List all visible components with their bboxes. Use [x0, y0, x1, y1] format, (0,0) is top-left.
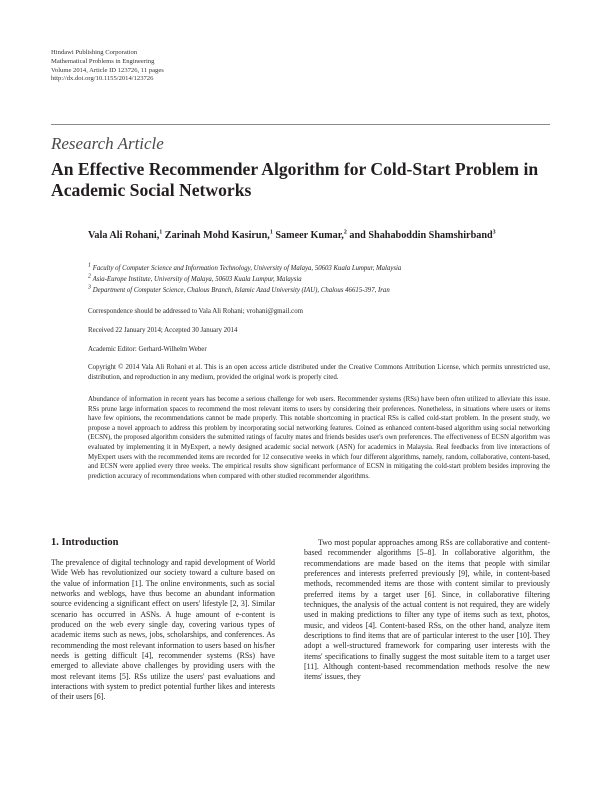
- section-heading-introduction: 1. Introduction: [51, 537, 119, 548]
- copyright-notice: Copyright © 2014 Vala Ali Rohani et al. This is an open access article distributed under the Creative Commons Attribution License, which permits unrestricted use, distribution, and reproduction in any medium, provided the original work is properly cited.: [88, 364, 550, 381]
- author-list: [88, 229, 528, 243]
- author-name: Sameer Kumar,: [272, 230, 344, 241]
- author-name: Zarinah Mohd Kasirun,: [162, 230, 270, 241]
- author-affiliation-mark: 1: [269, 229, 273, 236]
- article-type-label: Research Article: [51, 134, 164, 153]
- abstract: Abundance of information in recent years has become a serious challenge for web users. Recommender systems (RSs) have been often utilized to alleviate this issue. RSs prune large information spaces to recommend the most relevant items to users by considering their preferences. Nonetheless, in situations where users or items have few opinions, the recommendations cannot be made properly. This notable shortcoming in practical RSs is called cold-start problem. In the present study, we propose a novel approach to address this problem by incorporating social networking features. Coined as enhanced content-based algorithm using social networking (ECSN), the proposed algorithm considers the submitted ratings of faculty mates and friends besides user's own preferences. The effectiveness of ECSN algorithm was evaluated by implementing it in MyExpert, a newly designed academic social network (ASN) for academics in Malaysia. Real feedbacks from live interactions of MyExpert users with the recommended items are recorded for 12 consecutive weeks in which four different algorithms, namely, random, collaborative, content-based, and ECSN were applied every three weeks. The empirical results show significant performance of ECSN in mitigating the cold-start problem besides improving the prediction accuracy of recommendations when compared with other studied recommender algorithms.: [88, 396, 550, 480]
- affiliation-mark: 2: [88, 273, 91, 280]
- affiliation-mark: 1: [88, 262, 91, 269]
- left-column: [51, 558, 275, 703]
- affiliation-text: Department of Computer Science, Chalous Branch, Islamic Azad University (IAU), Chalous 46615-397, Iran: [91, 287, 390, 294]
- correspondence: Correspondence should be addressed to Vala Ali Rohani; vrohani@gmail.com: [88, 308, 303, 315]
- author-affiliation-mark: 3: [492, 229, 496, 236]
- affiliation-mark: 3: [88, 284, 91, 291]
- affiliation-2: [88, 275, 302, 284]
- volume-info: Volume 2014, Article ID 123726, 11 pages: [51, 66, 164, 74]
- publisher: Hindawi Publishing Corporation: [51, 49, 138, 56]
- journal-header: [51, 49, 164, 84]
- right-column: [304, 538, 550, 683]
- affiliation-text: Faculty of Computer Science and Information Technology, University of Malaya, 50603 Kuala Lumpur, Malaysia: [91, 265, 402, 272]
- doi-link[interactable]: http://dx.doi.org/10.1155/2014/123726: [51, 75, 154, 83]
- article-title: An Effective Recommender Algorithm for Cold-Start Problem in Academic Social Networks: [51, 159, 539, 200]
- affiliation-text: Asia-Europe Institute, University of Malaya, 50603 Kuala Lumpur, Malaysia: [91, 276, 302, 283]
- affiliation-1: [88, 264, 401, 273]
- affiliation-3: [88, 286, 390, 295]
- paragraph: Two most popular approaches among RSs are collaborative and content-based recommender algorithms [5–8]. In collaborative algorithm, the recommendations are made based on the items that people with similar preferences and interests preferred previously [9], while, in content-based methods, recommended items are those with content similar to previously preferred items by a target user [6]. Since, in collaborative filtering techniques, the analysis of the actual content is not required, they are widely used in making predictions to filter any type of items such as text, photos, music, and videos [4]. Content-based RSs, on the other hand, analyze item descriptions to find items that are of particular interest to the user [10]. They adopt a well-structured framework for comparing user interests with the items' specifications to finally suggest the most suitable item to a target user [11]. Although content-based recommendation methods resolve the new items' issues, they: [304, 538, 550, 682]
- author-name: and Shahaboddin Shamshirband: [346, 230, 493, 241]
- author-name: Vala Ali Rohani,: [88, 230, 160, 241]
- author-affiliation-mark: 1: [159, 229, 163, 236]
- paragraph: The prevalence of digital technology and rapid development of World Wide Web has revolutionized our society toward a culture based on the value of information [1]. The online environments, such as social networks and weblogs, have thus become an abundant information source evidencing a significant effect on users' lifestyle [2, 3]. Similar scenario has occurred in ASNs. A huge amount of e-content is produced on the web every single day, covering various types of academic items such as news, jobs, scholarships, and conferences. As recommending the most relevant information to users based on his/her needs is getting difficult [4], recommender systems (RSs) have emerged to alleviate above challenges by providing users with the most relevant items [5]. RSs utilize the users' past evaluations and interactions with system to predict potential further likes and interests of their users [6].: [51, 558, 275, 702]
- academic-editor: Academic Editor: Gerhard-Wilhelm Weber: [88, 346, 207, 353]
- journal-name: Mathematical Problems in Engineering: [51, 57, 155, 65]
- author-affiliation-mark: 2: [343, 229, 347, 236]
- received-accepted-dates: Received 22 January 2014; Accepted 30 January 2014: [88, 327, 238, 334]
- header-divider: [51, 124, 550, 125]
